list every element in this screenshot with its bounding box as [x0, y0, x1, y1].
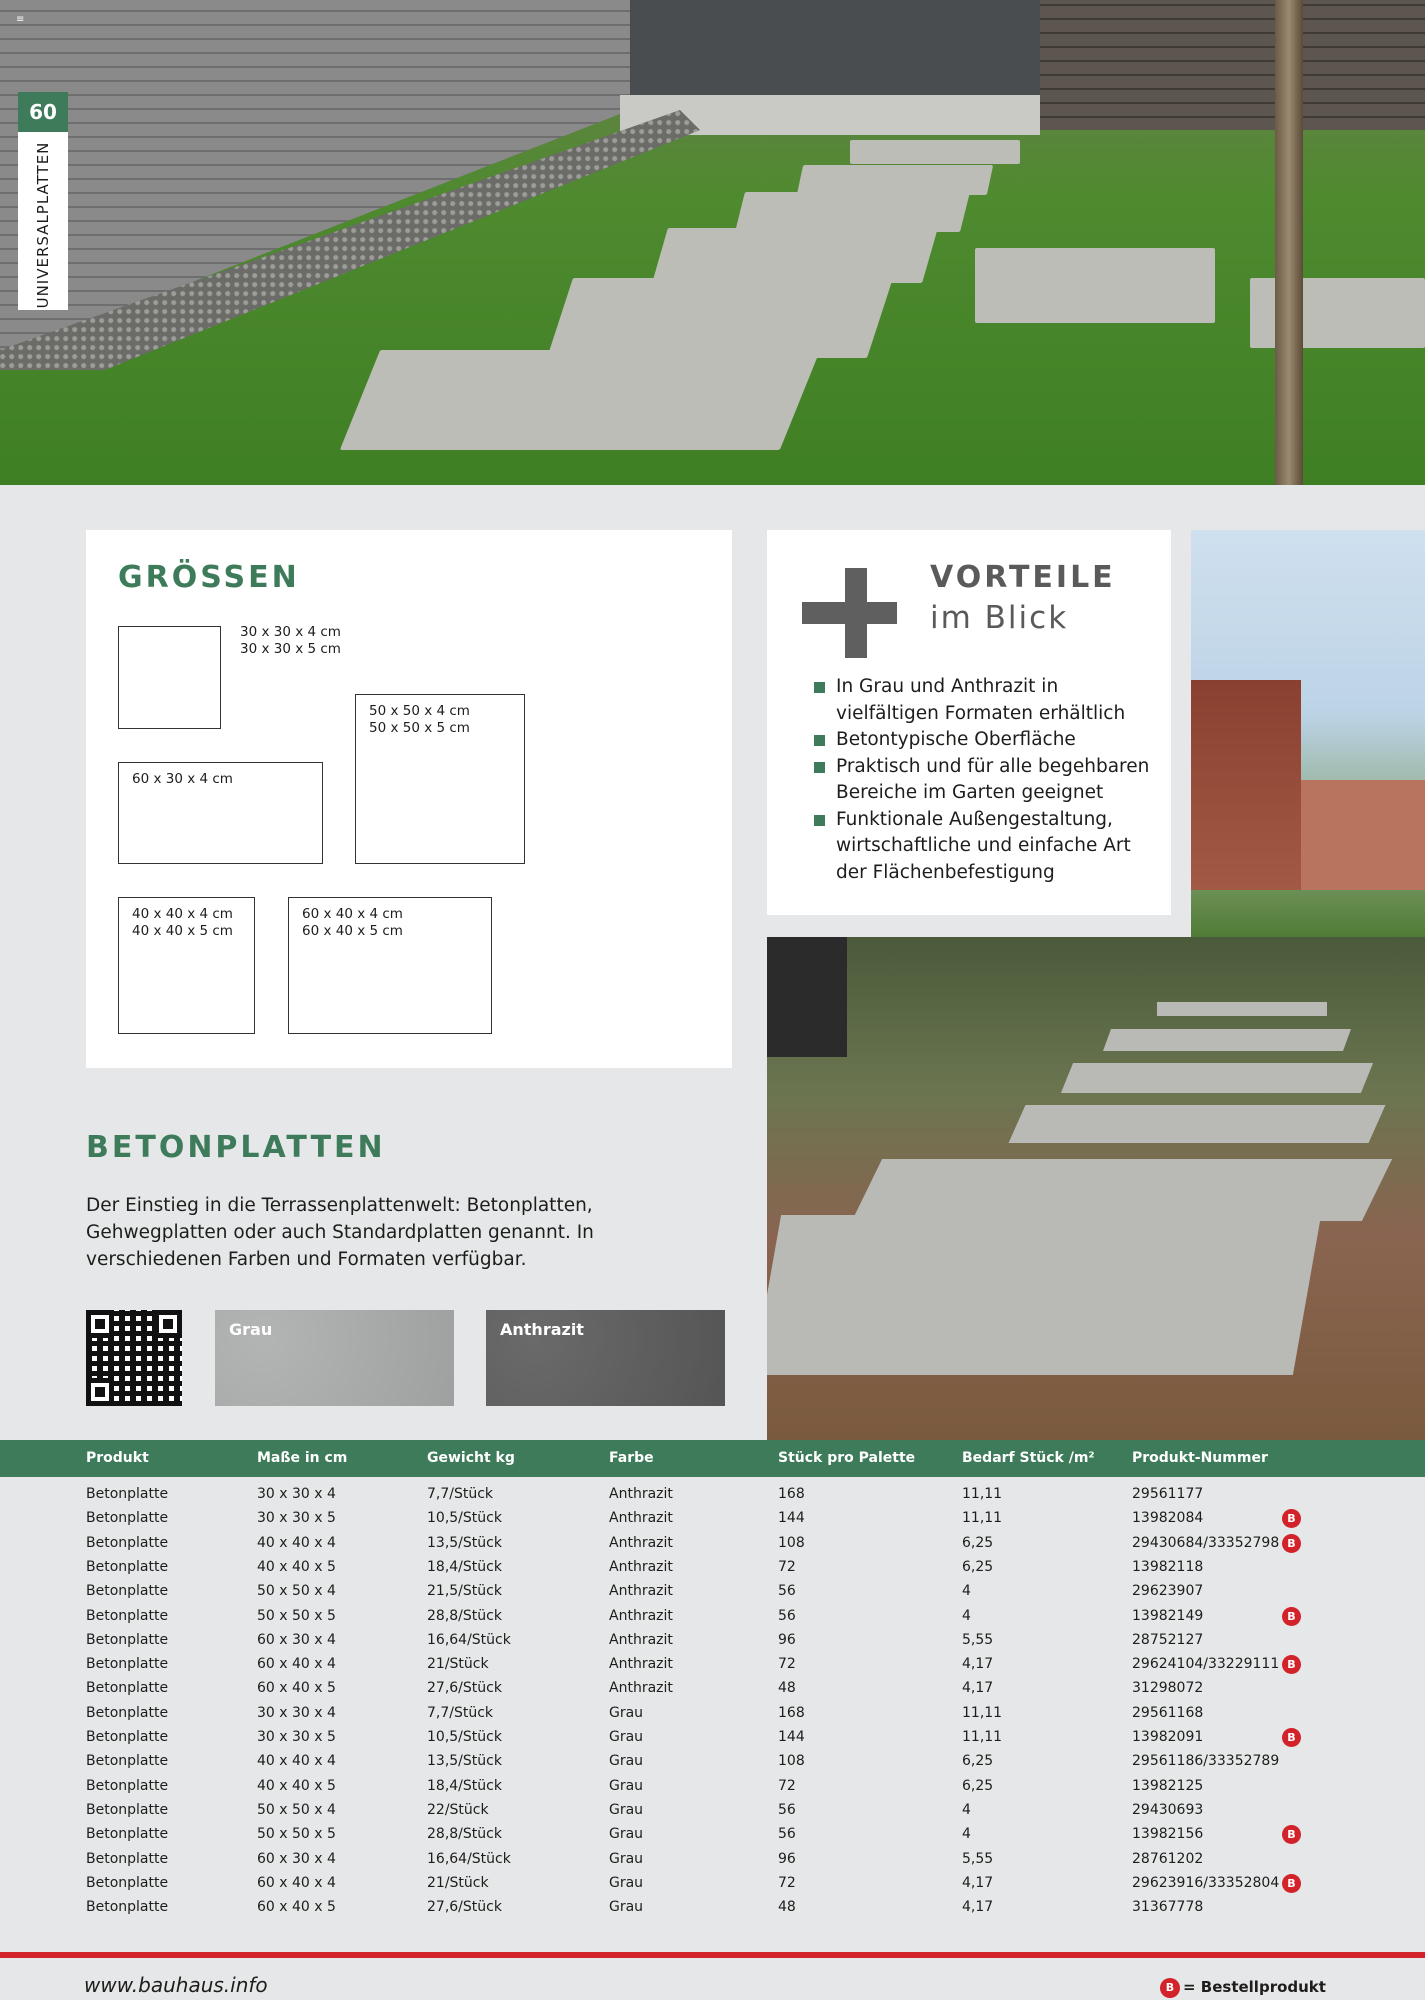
table-cell-masse: 30 x 30 x 4: [257, 1486, 336, 1502]
order-product-badge: B: [1282, 1728, 1301, 1747]
table-cell-gewicht: 27,6/Stück: [427, 1680, 502, 1697]
table-cell-produkt: Betonplatte: [86, 1729, 169, 1745]
table-cell-gewicht: 7,7/Stück: [427, 1486, 494, 1502]
table-cell-stueck: 108: [778, 1753, 805, 1770]
list-item-text: Praktisch und für alle begehbaren Bereiche im Garten geeignet: [836, 755, 1150, 803]
table-cell-farbe: Grau: [609, 1826, 644, 1843]
table-cell-gewicht: 13,5/Stück: [427, 1534, 502, 1551]
table-cell-gewicht: 18,4/Stück: [427, 1558, 502, 1575]
table-row: [0, 1701, 1425, 1725]
list-item-text: Betontypische Oberfläche: [836, 729, 1076, 750]
table-cell-bedarf: 4,17: [962, 1874, 994, 1891]
table-cell-produkt: Betonplatte: [86, 1826, 169, 1843]
table-cell-produkt: Betonplatte: [86, 1631, 169, 1648]
stepping-slab: [735, 192, 970, 232]
table-cell-bedarf: 6,25: [962, 1534, 994, 1551]
column-header: Produkt-Nummer: [1132, 1450, 1268, 1466]
stepping-slab: [1009, 1105, 1386, 1143]
table-cell-stueck: 168: [778, 1704, 805, 1721]
tree-trunk: [1275, 0, 1303, 485]
table-cell-produkt: Betonplatte: [86, 1874, 169, 1891]
table-cell-bedarf: 5,55: [962, 1631, 994, 1648]
table-cell-nummer: 13982125: [1132, 1777, 1204, 1794]
table-cell-stueck: 72: [778, 1777, 796, 1794]
bullet-icon: [814, 762, 825, 773]
order-product-badge: B: [1282, 1874, 1301, 1893]
table-cell-farbe: Anthrazit: [609, 1558, 673, 1575]
page-number: 60: [18, 92, 68, 132]
footer-rule: [0, 1952, 1425, 1958]
table-cell-farbe: Grau: [609, 1704, 644, 1721]
table-cell-masse: 50 x 50 x 4: [257, 1583, 336, 1600]
table-cell-bedarf: 6,25: [962, 1753, 994, 1770]
table-cell-gewicht: 27,6/Stück: [427, 1899, 502, 1916]
table-cell-farbe: Anthrazit: [609, 1510, 673, 1527]
table-cell-nummer: 28761202: [1132, 1850, 1204, 1867]
bullet-icon: [814, 815, 825, 826]
table-cell-stueck: 144: [778, 1510, 805, 1527]
stepping-slab: [652, 228, 938, 283]
table-cell-nummer: 29561177: [1132, 1486, 1204, 1502]
size-square-30x30: [118, 626, 221, 729]
list-item-text: In Grau und Anthrazit in vielfältigen Formaten erhältlich: [836, 676, 1126, 724]
table-cell-stueck: 168: [778, 1486, 805, 1502]
table-cell-masse: 50 x 50 x 4: [257, 1801, 336, 1818]
table-row: [0, 1506, 1425, 1530]
table-row: [0, 1531, 1425, 1555]
front-door: [630, 0, 1040, 95]
stepping-slab: [547, 278, 893, 358]
bullet-icon: [814, 735, 825, 746]
list-item: [814, 754, 1164, 807]
advantages-title: VORTEILE: [930, 560, 1116, 595]
table-cell-nummer: 29561186/33352789: [1132, 1753, 1280, 1770]
table-cell-nummer: 13982084: [1132, 1510, 1204, 1527]
table-cell-produkt: Betonplatte: [86, 1534, 169, 1551]
table-cell-nummer: 13982156: [1132, 1826, 1204, 1843]
table-cell-bedarf: 6,25: [962, 1777, 994, 1794]
table-cell-gewicht: 7,7/Stück: [427, 1704, 494, 1721]
table-cell-nummer: 13982149: [1132, 1607, 1204, 1624]
table-cell-farbe: Grau: [609, 1899, 644, 1916]
table-cell-produkt: Betonplatte: [86, 1801, 169, 1818]
stepping-slab: [1103, 1029, 1351, 1051]
table-cell-nummer: 29561168: [1132, 1704, 1204, 1721]
table-cell-bedarf: 4: [962, 1607, 971, 1624]
table-cell-nummer: 31298072: [1132, 1680, 1204, 1697]
table-cell-produkt: Betonplatte: [86, 1607, 169, 1624]
brick-wall-right: [1040, 0, 1425, 130]
table-cell-masse: 30 x 30 x 5: [257, 1510, 336, 1527]
table-cell-masse: 60 x 40 x 4: [257, 1656, 336, 1673]
table-cell-nummer: 29623907: [1132, 1583, 1204, 1600]
table-cell-bedarf: 4,17: [962, 1680, 994, 1697]
plus-icon-bar: [802, 602, 897, 624]
table-cell-stueck: 56: [778, 1826, 796, 1843]
order-product-badge: B: [1282, 1825, 1301, 1844]
size-label: 40 x 40 x 4 cm 40 x 40 x 5 cm: [132, 906, 233, 939]
menu-icon: ≡: [16, 14, 25, 25]
table-cell-bedarf: 4: [962, 1801, 971, 1818]
table-cell-gewicht: 16,64/Stück: [427, 1850, 511, 1867]
table-cell-stueck: 144: [778, 1729, 805, 1745]
color-swatch-grau: [215, 1310, 454, 1406]
section-label: UNIVERSALPLATTEN: [34, 141, 52, 309]
table-cell-stueck: 72: [778, 1874, 796, 1891]
table-cell-nummer: 31367778: [1132, 1899, 1204, 1916]
table-cell-nummer: 29623916/33352804: [1132, 1874, 1280, 1891]
table-cell-masse: 40 x 40 x 5: [257, 1777, 336, 1794]
table-row: [0, 1579, 1425, 1603]
table-cell-farbe: Grau: [609, 1729, 644, 1745]
table-cell-gewicht: 21,5/Stück: [427, 1583, 502, 1600]
houses-photo: [1191, 530, 1425, 940]
qr-code-icon[interactable]: [86, 1310, 182, 1406]
hero-garden-photo: [0, 0, 1425, 485]
order-product-badge: B: [1282, 1509, 1301, 1528]
list-item: [814, 727, 1164, 754]
table-row: [0, 1749, 1425, 1773]
stepping-slab: [340, 350, 820, 450]
table-cell-produkt: Betonplatte: [86, 1583, 169, 1600]
stepping-slab: [975, 248, 1215, 323]
table-cell-farbe: Anthrazit: [609, 1631, 673, 1648]
table-cell-farbe: Grau: [609, 1850, 644, 1867]
table-cell-nummer: 13982118: [1132, 1558, 1204, 1575]
table-cell-produkt: Betonplatte: [86, 1510, 169, 1527]
table-cell-masse: 40 x 40 x 4: [257, 1753, 336, 1770]
table-cell-stueck: 96: [778, 1850, 796, 1867]
advantages-subtitle: im Blick: [930, 600, 1069, 636]
qr-finder: [154, 1310, 182, 1338]
table-row: [0, 1822, 1425, 1846]
stepping-slab: [797, 165, 993, 195]
path-photo: [767, 937, 1425, 1440]
order-product-badge: B: [1282, 1534, 1301, 1553]
column-header: Bedarf Stück /m²: [962, 1450, 1095, 1466]
table-cell-gewicht: 22/Stück: [427, 1801, 489, 1818]
table-cell-gewicht: 16,64/Stück: [427, 1631, 511, 1648]
column-header: Gewicht kg: [427, 1450, 515, 1466]
swatch-label: Grau: [229, 1320, 273, 1339]
list-item: [814, 674, 1164, 727]
table-cell-bedarf: 11,11: [962, 1510, 1003, 1527]
table-cell-bedarf: 5,55: [962, 1850, 994, 1867]
stepping-slab: [767, 1215, 1321, 1375]
table-row: [0, 1652, 1425, 1676]
sizes-box: [86, 530, 732, 1068]
order-product-badge: B: [1282, 1655, 1301, 1674]
table-cell-masse: 40 x 40 x 5: [257, 1558, 336, 1575]
product-description: Der Einstieg in die Terrassenplattenwelt: Betonplatten, Gehwegplatten oder auch Standardplatten genannt. In verschiedenen Farben und Formaten verfügbar.: [86, 1195, 594, 1270]
footer-link[interactable]: www.bauhaus.info: [84, 1973, 268, 1997]
table-cell-bedarf: 11,11: [962, 1704, 1003, 1721]
table-cell-produkt: Betonplatte: [86, 1753, 169, 1770]
table-cell-gewicht: 10,5/Stück: [427, 1729, 502, 1745]
table-row: [0, 1604, 1425, 1628]
table-cell-gewicht: 21/Stück: [427, 1874, 489, 1891]
table-cell-stueck: 56: [778, 1607, 796, 1624]
table-cell-nummer: 13982091: [1132, 1729, 1204, 1745]
table-cell-masse: 40 x 40 x 4: [257, 1534, 336, 1551]
table-cell-farbe: Grau: [609, 1801, 644, 1818]
table-cell-farbe: Anthrazit: [609, 1656, 673, 1673]
table-cell-gewicht: 13,5/Stück: [427, 1753, 502, 1770]
table-cell-farbe: Grau: [609, 1753, 644, 1770]
table-cell-nummer: 29624104/33229111: [1132, 1656, 1280, 1673]
product-title: BETONPLATTEN: [86, 1130, 386, 1165]
qr-finder: [86, 1378, 114, 1406]
sizes-title: GRÖSSEN: [118, 560, 300, 595]
table-cell-bedarf: 11,11: [962, 1729, 1003, 1745]
table-cell-nummer: 28752127: [1132, 1631, 1204, 1648]
table-cell-farbe: Anthrazit: [609, 1583, 673, 1600]
table-cell-gewicht: 18,4/Stück: [427, 1777, 502, 1794]
table-cell-bedarf: 4,17: [962, 1656, 994, 1673]
table-row: [0, 1725, 1425, 1749]
column-header: Farbe: [609, 1450, 654, 1466]
table-row: [0, 1555, 1425, 1579]
bullet-icon: [814, 682, 825, 693]
table-cell-farbe: Grau: [609, 1777, 644, 1794]
table-cell-masse: 50 x 50 x 5: [257, 1607, 336, 1624]
table-row: [0, 1628, 1425, 1652]
table-cell-farbe: Anthrazit: [609, 1680, 673, 1697]
column-header: Maße in cm: [257, 1450, 348, 1466]
size-label: 60 x 40 x 4 cm 60 x 40 x 5 cm: [302, 906, 403, 939]
table-cell-produkt: Betonplatte: [86, 1850, 169, 1867]
table-cell-farbe: Anthrazit: [609, 1534, 673, 1551]
table-cell-bedarf: 4,17: [962, 1899, 994, 1916]
table-cell-produkt: Betonplatte: [86, 1704, 169, 1721]
table-cell-masse: 60 x 40 x 5: [257, 1680, 336, 1697]
table-cell-produkt: Betonplatte: [86, 1558, 169, 1575]
table-cell-nummer: 29430684/33352798: [1132, 1534, 1280, 1551]
stepping-slab: [850, 140, 1020, 164]
table-cell-produkt: Betonplatte: [86, 1486, 169, 1502]
size-label: 60 x 30 x 4 cm: [132, 771, 233, 787]
table-cell-stueck: 96: [778, 1631, 796, 1648]
order-product-badge: B: [1282, 1607, 1301, 1626]
table-cell-masse: 60 x 40 x 4: [257, 1874, 336, 1891]
table-cell-produkt: Betonplatte: [86, 1899, 169, 1916]
table-cell-masse: 30 x 30 x 5: [257, 1729, 336, 1745]
table-cell-nummer: 29430693: [1132, 1801, 1204, 1818]
column-header: Stück pro Palette: [778, 1450, 916, 1466]
fence: [767, 937, 847, 1057]
table-cell-gewicht: 10,5/Stück: [427, 1510, 502, 1527]
table-cell-masse: 60 x 40 x 5: [257, 1899, 336, 1916]
house: [1191, 680, 1301, 890]
size-label: 30 x 30 x 4 cm 30 x 30 x 5 cm: [240, 624, 341, 657]
table-cell-masse: 30 x 30 x 4: [257, 1704, 336, 1721]
list-item-text: Funktionale Außengestaltung, wirtschaftliche und einfache Art der Flächenbefestigung: [836, 808, 1131, 883]
table-cell-stueck: 48: [778, 1899, 796, 1916]
table-cell-produkt: Betonplatte: [86, 1777, 169, 1794]
table-cell-masse: 60 x 30 x 4: [257, 1631, 336, 1648]
table-cell-produkt: Betonplatte: [86, 1680, 169, 1697]
table-cell-masse: 50 x 50 x 5: [257, 1826, 336, 1843]
house: [1301, 780, 1425, 890]
stepping-slab: [1157, 1002, 1327, 1016]
qr-finder: [86, 1310, 114, 1338]
legend-text: = Bestellprodukt: [1183, 1978, 1326, 1996]
table-row: [0, 1847, 1425, 1871]
list-item: [814, 807, 1164, 887]
table-cell-bedarf: 4: [962, 1826, 971, 1843]
table-cell-bedarf: 4: [962, 1583, 971, 1600]
table-cell-stueck: 56: [778, 1801, 796, 1818]
table-cell-stueck: 56: [778, 1583, 796, 1600]
table-row: [0, 1798, 1425, 1822]
table-cell-bedarf: 6,25: [962, 1558, 994, 1575]
table-cell-gewicht: 28,8/Stück: [427, 1826, 502, 1843]
stepping-slab: [1061, 1063, 1373, 1093]
table-cell-stueck: 48: [778, 1680, 796, 1697]
table-cell-farbe: Anthrazit: [609, 1607, 673, 1624]
table-cell-stueck: 72: [778, 1656, 796, 1673]
table-row: [0, 1676, 1425, 1700]
table-cell-bedarf: 11,11: [962, 1486, 1003, 1502]
table-row: [0, 1482, 1425, 1506]
table-row: [0, 1871, 1425, 1895]
stepping-slab: [852, 1159, 1392, 1221]
color-swatch-anthrazit: [486, 1310, 725, 1406]
table-row: [0, 1895, 1425, 1919]
table-cell-gewicht: 28,8/Stück: [427, 1607, 502, 1624]
table-cell-gewicht: 21/Stück: [427, 1656, 489, 1673]
table-cell-produkt: Betonplatte: [86, 1656, 169, 1673]
table-cell-stueck: 72: [778, 1558, 796, 1575]
table-cell-stueck: 108: [778, 1534, 805, 1551]
table-row: [0, 1774, 1425, 1798]
swatch-label: Anthrazit: [500, 1320, 584, 1339]
advantages-list: [814, 674, 1164, 886]
table-cell-farbe: Grau: [609, 1874, 644, 1891]
table-cell-masse: 60 x 30 x 4: [257, 1850, 336, 1867]
column-header: Produkt: [86, 1450, 149, 1466]
table-cell-farbe: Anthrazit: [609, 1486, 673, 1502]
order-product-badge: B: [1160, 1978, 1180, 1998]
size-label: 50 x 50 x 4 cm 50 x 50 x 5 cm: [369, 703, 470, 736]
